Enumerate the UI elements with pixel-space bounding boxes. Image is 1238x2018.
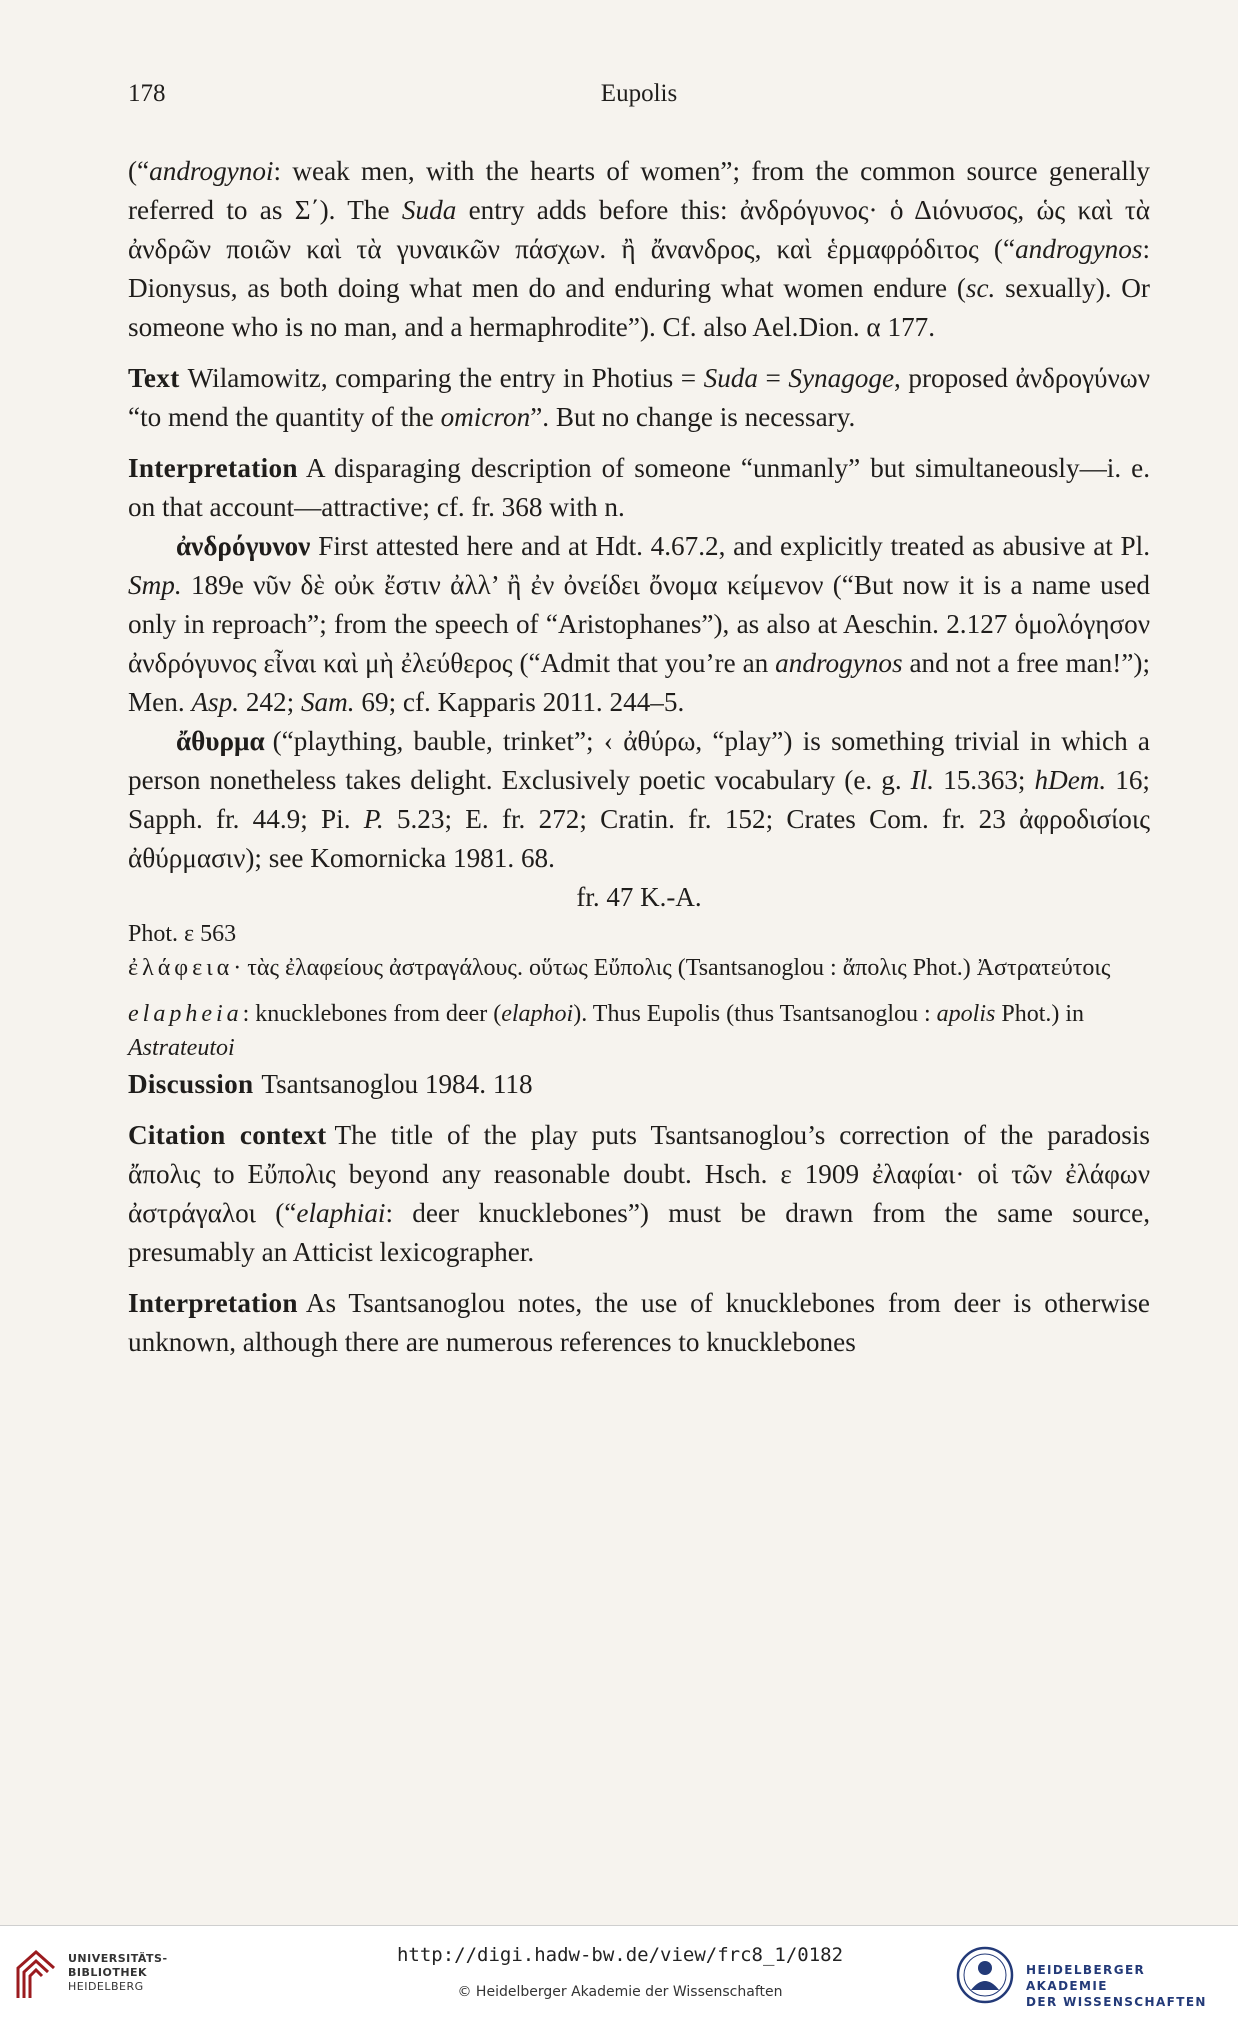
italic-run: Suda (401, 195, 457, 225)
lemma-athyrma: ἄθυρμα (176, 726, 265, 756)
text-run: : weak men, with the hearts of women”; from the common source generally referred to as Σ΄). The (128, 156, 1150, 225)
interpretation-note (128, 449, 1150, 527)
text-run: A disparaging description of someone “unmanly” but simultaneously—i. e. on that account—attractive; cf. fr. 368 with n. (128, 453, 1150, 522)
section-label-interpretation: Interpretation (128, 453, 298, 483)
text-run: sexually). Or someone who is no man, and a hermaphrodite”). Cf. also Ael.Dion. α 177. (128, 273, 1150, 342)
italic-run: Synagoge (788, 363, 895, 393)
viewer-footer (0, 1925, 1238, 2018)
fragment-translation (128, 997, 1150, 1065)
section-label-text: Text (128, 363, 180, 393)
interpretation-note-2 (128, 1284, 1150, 1362)
section-label-citation-context: Citation context (128, 1120, 327, 1150)
intro-paragraph (128, 152, 1150, 347)
text-run: , proposed ἀνδρογύνων “to mend the quantity of the (128, 363, 1150, 432)
text-run: Tsantsanoglou 1984. 118 (261, 1069, 533, 1099)
italic-run: elapheia (128, 1001, 243, 1027)
text-run: : Dionysus, as both doing what men do and enduring what women endure ( (128, 234, 1150, 303)
text-run: (“plaything, bauble, trinket”; ‹ ἀθύρω, “play”) is something trivial in which a person nonetheless takes delight. Exclusively poetic vocabulary (e. g. (128, 726, 1150, 795)
copyright-notice: © Heidelberger Akademie der Wissenschaften (457, 1984, 783, 2000)
text-run: ἐλάφεια (128, 955, 234, 981)
text-run: : knucklebones from deer ( (242, 1001, 502, 1027)
academy-name (1026, 1962, 1226, 2010)
text-run: entry adds before this: ἀνδρόγυνος· ὁ Διόνυσος, ὡς καὶ τὰ ἀνδρῶν ποιῶν καὶ τὰ γυναικῶν πάσχων. ἢ ἄνανδρος, καὶ ἑρμαφρόδιτος (“ (128, 195, 1150, 264)
text-note (128, 359, 1150, 437)
text-run: (“ (128, 156, 150, 186)
italic-run: androgynos (1015, 234, 1143, 264)
italic-run: hDem. (1034, 765, 1107, 795)
italic-run: androgynos (775, 648, 903, 678)
text-run: The title of the play puts Tsantsanoglou’s correction of the paradosis ἄπολις to Εὔπολις beyond any reasonable doubt. Hsch. ε 1909 ἐλαφίαι· οἱ τῶν ἐλάφων ἀστράγαλοι (“ (128, 1120, 1150, 1228)
lemma-note-athyrma (128, 722, 1150, 878)
library-logo-icon (14, 1948, 58, 2002)
text-run: 5.23; E. fr. 272; Cratin. fr. 152; Crates Com. fr. 23 ἀφροδισίοις ἀθύρμασιν); see Komornicka 1981. 68. (128, 804, 1150, 873)
text-run: First attested here and at Hdt. 4.67.2, and explicitly treated as abusive at Pl. (318, 531, 1150, 561)
text-run: = (757, 363, 789, 393)
page-number: 178 (128, 80, 166, 107)
fragment-source-ref: Phot. ε 563 (128, 921, 237, 947)
section-label-discussion: Discussion (128, 1069, 254, 1099)
fragment-greek-runs (128, 955, 1110, 981)
library-name (68, 1952, 168, 1994)
italic-run: elaphoi (501, 1001, 574, 1027)
lemma-androgynon: ἀνδρόγυνον (176, 531, 311, 561)
library-name-line-2: BIBLIOTHEK (68, 1966, 148, 1979)
italic-run: Suda (703, 363, 758, 393)
fragment-translation-runs (128, 1001, 1084, 1061)
italic-run: Sam. (300, 687, 355, 717)
running-title: Eupolis (600, 80, 678, 107)
university-library-logo[interactable] (14, 1948, 214, 2004)
italic-run: Asp. (191, 687, 240, 717)
text-run: 242; (239, 687, 301, 717)
italic-run: sc. (965, 273, 996, 303)
lemma-note-androgynon (128, 527, 1150, 722)
permalink-url[interactable]: http://digi.hadw-bw.de/view/frc8_1/0182 (396, 1944, 844, 1966)
academy-name-line-2: DER WISSENSCHAFTEN (1026, 1995, 1207, 2009)
text-run: ”. But no change is necessary. (530, 402, 856, 432)
italic-run: omicron (440, 402, 531, 432)
italic-run: androgynoi (149, 156, 274, 186)
italic-run: apolis (936, 1001, 996, 1027)
running-header (128, 80, 1150, 114)
italic-run: P. (363, 804, 384, 834)
text-note-body (128, 363, 1150, 432)
text-run: Phot.) in (995, 1001, 1085, 1027)
text-run: 15.363; (934, 765, 1035, 795)
library-name-line-1: UNIVERSITÄTS- (68, 1952, 168, 1965)
lemma-athyrma-body (128, 726, 1150, 873)
commentary-body (128, 152, 1150, 1362)
text-run: 189e νῦν δὲ οὐκ ἔστιν ἀλλ’ ἢ ἐν ὀνείδει ὄνομα κείμενον (“But now it is a name used only in reproach”; from the speech of “Aristophanes”), as also at Aeschin. 2.127 ὁμολόγησον ἀνδρόγυνος εἶναι καὶ μὴ ἐλεύθερος (“Admit that you’re an (128, 570, 1150, 678)
fragment-greek-text (128, 951, 1150, 985)
italic-run: Astrateutoi (128, 1035, 235, 1061)
text-run: : deer knucklebones”) must be drawn from the same source, presumably an Atticist lexicographer. (128, 1198, 1150, 1267)
library-name-line-3: HEIDELBERG (68, 1980, 144, 1993)
text-run: ). Thus Eupolis (thus Tsantsanoglou : (573, 1001, 937, 1027)
text-run: · τὰς ἐλαφείους ἀστραγάλους. οὕτως Εὔπολις (Tsantsanoglou : ἄπολις Phot.) Ἀστρατεύτοις (233, 955, 1111, 981)
citation-context-note (128, 1116, 1150, 1272)
academy-name-line-1: HEIDELBERGER AKADEMIE (1026, 1963, 1146, 1993)
discussion-body (261, 1069, 532, 1099)
academy-logo[interactable] (956, 1946, 1226, 2009)
text-run: Wilamowitz, comparing the entry in Photius = (187, 363, 704, 393)
section-label-interpretation-2: Interpretation (128, 1288, 298, 1318)
fragment-title: fr. 47 K.-A. (576, 882, 702, 912)
discussion-note (128, 1065, 1150, 1104)
text-run: and not a free man!”); Men. (128, 648, 1150, 717)
text-run: 69; cf. Kapparis 2011. 244–5. (354, 687, 685, 717)
intro-text (128, 156, 1150, 342)
academy-seal-icon (956, 1946, 1014, 2004)
italic-run: Smp. (128, 570, 182, 600)
italic-run: Il. (910, 765, 935, 795)
italic-run: elaphiai (296, 1198, 386, 1228)
text-run: As Tsantsanoglou notes, the use of knucklebones from deer is otherwise unknown, although there are numerous references to knucklebones (128, 1288, 1150, 1357)
text-run: 16; Sapph. fr. 44.9; Pi. (128, 765, 1150, 834)
